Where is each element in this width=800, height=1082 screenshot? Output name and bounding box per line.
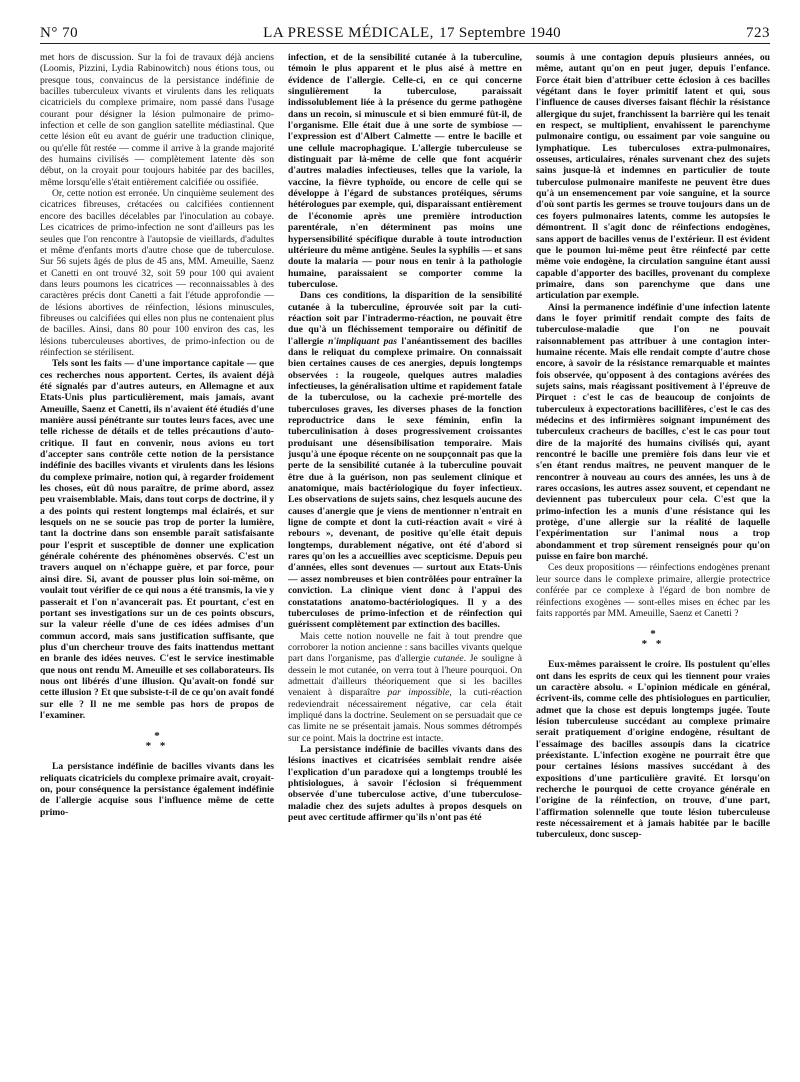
journal-title: LA PRESSE MÉDICALE, <box>263 25 434 41</box>
paragraph: Tels sont les faits — d'une importance capitale — que ces recherches nous apportent. Certes, ils avaient déjà été signalés par d'autres auteurs, en Allemagne et aux Etats-Unis plus particulièrement, mais jamais, avant Ameuille, Saenz et Canetti, ils n'avaient été étudiés d'une manière aussi pénétrante sur toutes leurs faces, avec une telle richesse de détails et de telles précautions d'auto-critique. Il faut en convenir, nous avions eu tort d'accepter sans contrôle cette notion de la persistance indéfinie des bacilles vivants et virulents dans les lésions du complexe primaire, notion qui, à regarder froidement les choses, eût dû nous paraître, de prime abord, assez peu vraisemblable. Mais, dans tout corps de doctrine, il y a des points qui restent longtemps mal éclairés, et sur lesquels on ne se soucie pas trop de porter la lumière, tant la doctrine dans son ensemble paraît satisfaisante pour l'esprit et susceptible de donner une explication générale cohérente des phénomènes observés. C'est un travers auquel on n'échappe guère, et par force, pour ainsi dire. Si, avant de pousser plus loin soi-même, on voulait tout vérifier de ce qui nous a été transmis, la vie y passerait et l'on n'avancerait pas. Et pourtant, c'est en portant ses investigations sur un de ces points obscurs, sur la valeur réelle d'une de ces idées admises d'un commun accord, mais sans justification suffisante, que plus d'un chercheur trouve des faits inattendus mettant en branle des idées neuves. C'est le service inestimable que nous ont rendu M. Ameuille et ses collaborateurs. Ils nous ont libérés d'une illusion. Qu'avait-on fondé sur cette illusion ? Et que subsiste-t-il de ce qu'on avait fondé sur elle ? Il ne me semble pas hors de propos de l'examiner. <box>40 358 274 721</box>
page-number-left: N° 70 <box>40 25 79 41</box>
paragraph: La persistance indéfinie de bacilles vivants dans les reliquats cicatriciels du complexe primaire avait, croyait-on, pour conséquence la persistance également indéfinie de l'allergie acquise sous l'influence même de cette primo- <box>40 761 274 818</box>
emphasis: par impossible <box>387 687 450 699</box>
paragraph: La persistance indéfinie de bacilles vivants dans des lésions inactives et cicatrisées semblait rendre aisée l'explication d'un paradoxe qui a longtemps troublé les phtisiologues, à savoir l'éclosion si fréquemment observée d'une tuberculose active, d'une tuberculose-maladie chez des sujets adultes à propos desquels on peut avec certitude affirmer qu'ils n'ont pas été <box>288 743 522 824</box>
column-3 <box>536 52 770 1072</box>
text-columns <box>40 52 770 1072</box>
paragraph: Or, cette notion est erronée. Un cinquième seulement des cicatrices fibreuses, crétacées ou calcifiées contiennent encore des bacilles décelables par l'inoculation au cobaye. Les cicatrices de primo-infection ne sont d'ailleurs pas les seules que l'on rencontre à l'autopsie de vieillards, d'adultes et même d'enfants morts d'autre chose que de tuberculose. Sur 56 sujets âgés de plus de 45 ans, MM. Ameuille, Saenz et Canetti en ont trouvé 32, soit 59 pour 100 qui avaient dans leurs poumons les cicatrices — reconnaissables à des caractères précis dont Canetti a fait l'étude approfondie — de lésions abortives de réinfection, lésions minuscules, fibreuses ou calcifiées qui elles non plus ne contenaient plus de bacilles. Ainsi, dans 80 pour 100 environ des cas, les lésions tuberculeuses abortives, de primo-infection ou de réinfection se stérilisent. <box>40 188 274 358</box>
emphasis: cutanée <box>433 653 464 665</box>
paragraph: infection, et de la sensibilité cutanée à la tuberculine, témoin le plus apparent et le plus aisé à mettre en évidence de l'allergie. Celle-ci, en ce qui concerne singulièrement la tuberculose, paraissait indissolublement liée à la présence du germe pathogène dans un recoin, si minuscule et si bien emmuré fût-il, de l'organisme. Elle était due à une sorte de symbiose — l'expression est d'Albert Calmette — entre le bacille et une cellule macrophagique. L'allergie tuberculeuse se distinguait par là-même de celle que font acquérir d'autres maladies infectieuses, telles que la variole, la vaccine, la fièvre typhoïde, ou encore de celle qui se développe à l'égard de substances protéiques, sérums hétérologues par exemple, qui, disparaissant entièrement de l'économie après une première introduction parentérale, n'en déterminent pas moins une hypersensibilité spécifique durable à toute introduction ultérieure du même antigène. Seules la syphilis — et sans doute la malaria — pour nous en tenir à la pathologie humaine, paraissaient se comporter comme la tuberculose. <box>288 52 522 290</box>
paragraph: Ainsi la permanence indéfinie d'une infection latente dans le foyer primitif rendait compte des faits de tuberculose-maladie que l'on ne pouvait raisonnablement pas attribuer à une contagion inter-humaine récente. Mais elle rendait compte d'autre chose encore, à savoir de la résistance remarquable et maintes fois observée, qu'opposent à des contagions avérées des sujets sains, mais réagissant positivement à l'épreuve de Pirquet : c'est le cas de beaucoup de conjoints de tuberculeux à expectorations bacillifères, c'est le cas des médecins et des infirmières soignant impunément des tuberculeux cracheurs de bacilles, c'est le cas pour tout dire de la majorité des humains civilisés qui, ayant rencontré le bacille une première fois dans leur vie et s'en étant rendus maîtres, ne peuvent manquer de le rencontrer à nouveau au cours des années, les uns à de rares occasions, les autres assez souvent, et cependant ne deviennent pas tuberculeux pour cela. C'est que la primo-infection les a munis d'une résistance qui les protège, d'une allergie sur la réalité de laquelle l'expérimentation sur l'animal nous a trop abondamment et trop sûrement renseignés pour qu'on puisse en faire bon marché. <box>536 301 770 563</box>
paragraph: Mais cette notion nouvelle ne fait à tout prendre que corroborer la notion ancienne : sans bacilles vivants quelque part dans l'organisme, pas d'allergie cutanée. Je souligne à dessein le mot cutanée, on verra tout à l'heure pourquoi. On admettait d'ailleurs théoriquement que si les bacilles venaient à disparaître par impossible, la cuti-réaction redeviendrait nécessairement négative, car cela était impliqué dans la doctrine. Seulement on se persuadait que ce cas limite ne se présentait jamais. Nous sommes détrompés sur ce point. Mais la doctrine est intacte. <box>288 630 522 744</box>
paragraph: soumis à une contagion depuis plusieurs années, ou même, autant qu'on en peut juger, depuis l'enfance. Force était bien d'attribuer cette éclosion à ces bacilles végétant dans le foyer primitif latent et qui, sous l'influence de causes diverses faisant fléchir la résistance allergique du sujet, franchissent la barrière qui les tenait en respect, se multiplient, envahissent le parenchyme pulmonaire contigu, ou essaiment par voie sanguine ou lymphatique. Les tuberculoses extra-pulmonaires, osseuses, articulaires, rénales survenant chez des sujets sains jusque-là et indemnes en particulier de toute tuberculose pulmonaire manifeste ne peuvent être dues qu'à un ensemencement par voie sanguine, et la source d'où sont partis les germes se trouve toujours dans un de ces foyers pulmonaires latents, comme les autopsies le démontrent. Il s'agit donc de réinfections endogènes, sans apport de bacilles venus de l'extérieur. Il est évident que le poumon lui-même peut être réinfecté par cette même voie endogène, la circulation sanguine étant aussi capable d'apporter des bacilles, provenant du complexe primaire, dans son parenchyme que dans une articulation par exemple. <box>536 52 770 302</box>
section-separator: * * * <box>145 730 169 753</box>
column-2 <box>288 52 522 1072</box>
paragraph: Ces deux propositions — réinfections endogènes prenant leur source dans le complexe primaire, allergie protectrice conférée par ce complexe à l'égard de bon nombre de réinfections exogènes — sont-elles mises en échec par les faits rapportés par MM. Ameuille, Saenz et Canetti ? <box>536 562 770 619</box>
paragraph: Eux-mêmes paraissent le croire. Ils postulent qu'elles ont dans les esprits de ceux qui les tiennent pour vraies un caractère absolu. « L'opinion médicale en général, écrivent-ils, comme celle des phtisiologues en particulier, admet que la chose est depuis longtemps jugée. Toute lésion tuberculeuse succédant au complexe primaire serait pratiquement d'origine endogène, résultant de l'essaimage des bacilles assoupis dans la cicatrice préexistante. L'infection exogène ne pourrait être que pour certaines lésions massives succédant à des expositions d'une particulière gravité. Et lorsqu'on recherche le pourquoi de cette croyance générale en l'origine de la réinfection, on trouve, d'une part, l'affirmation solennelle que toute lésion tuberculeuse reste nécessairement et à jamais habitée par le bacille tuberculeux, donc suscep- <box>536 659 770 841</box>
column-1 <box>40 52 274 1072</box>
page-header <box>40 22 770 44</box>
issue-date: 17 Septembre 1940 <box>439 25 561 41</box>
page-number-right: 723 <box>745 25 770 41</box>
emphasis: n'impliquant pas <box>328 335 397 347</box>
section-separator: * * * <box>641 628 665 651</box>
paragraph: met hors de discussion. Sur la foi de travaux déjà anciens (Loomis, Pizzini, Lydia Rabinowitch) nous étions tous, ou presque tous, convaincus de la persistance indéfinie de bacilles tuberculeux vivants et virulents dans les reliquats cicatriciels du complexe primaire, nom passé dans l'usage courant pour désigner la lésion pulmonaire de primo-infection et celle de son ganglion satellite médiastinal. Que cette lésion eût eu avant de guérir une traduction clinique, ou qu'elle fût restée — comme il arrive à la grande majorité des humains civilisés — complètement latente dès son début, on la croyait pour toujours habitée par des bacilles, même lorsqu'elle s'était entièrement calcifiée ou ossifiée. <box>40 52 274 188</box>
page <box>40 22 770 1072</box>
journal-title-line <box>263 22 561 42</box>
paragraph: Dans ces conditions, la disparition de la sensibilité cutanée à la tuberculine, éprouvée soit par la cuti-réaction soit par l'intradermo-réaction, ne pouvait être due qu'à un fléchissement temporaire ou définitif de l'allergie n'impliquant pas l'anéantissement des bacilles dans le reliquat du complexe primaire. On connaissait bien certaines causes de ces anergies, depuis longtemps observées : la rougeole, quelques autres maladies infectieuses, la généralisation ultime et rapidement fatale de la tuberculose, ou la cachexie pré-mortelle des tuberculoses graves, les diverses phases de la fonction reproductrice dans le sexe féminin, enfin la tuberculinisation à doses progressivement croissantes produisant une désensibilisation temporaire. Mais jusqu'à une époque récente on ne soupçonnait pas que la perte de la sensibilité cutanée à la tuberculine pouvait être due à la guérison, non pas seulement clinique et anatomique, mais bactériologique du foyer infectieux. Les observations de sujets sains, chez lesquels aucune des causes d'anergie que je viens de mentionner n'entrait en ligne de compte et dont la cuti-réaction avait « viré à rebours », devenant, de positive qu'elle était depuis longtemps, durablement négative, ont été d'abord si rares qu'on les a accueillies avec scepticisme. Depuis peu d'années, elles sont devenues — surtout aux Etats-Unis — assez nombreuses et bien contrôlées pour entraîner la conviction. La clinique vient donc à l'appui des constatations anatomo-bactériologiques. Il y a des tuberculoses de primo-infection et de réinfection qui guérissent complètement par extinction des bacilles. <box>288 290 522 631</box>
